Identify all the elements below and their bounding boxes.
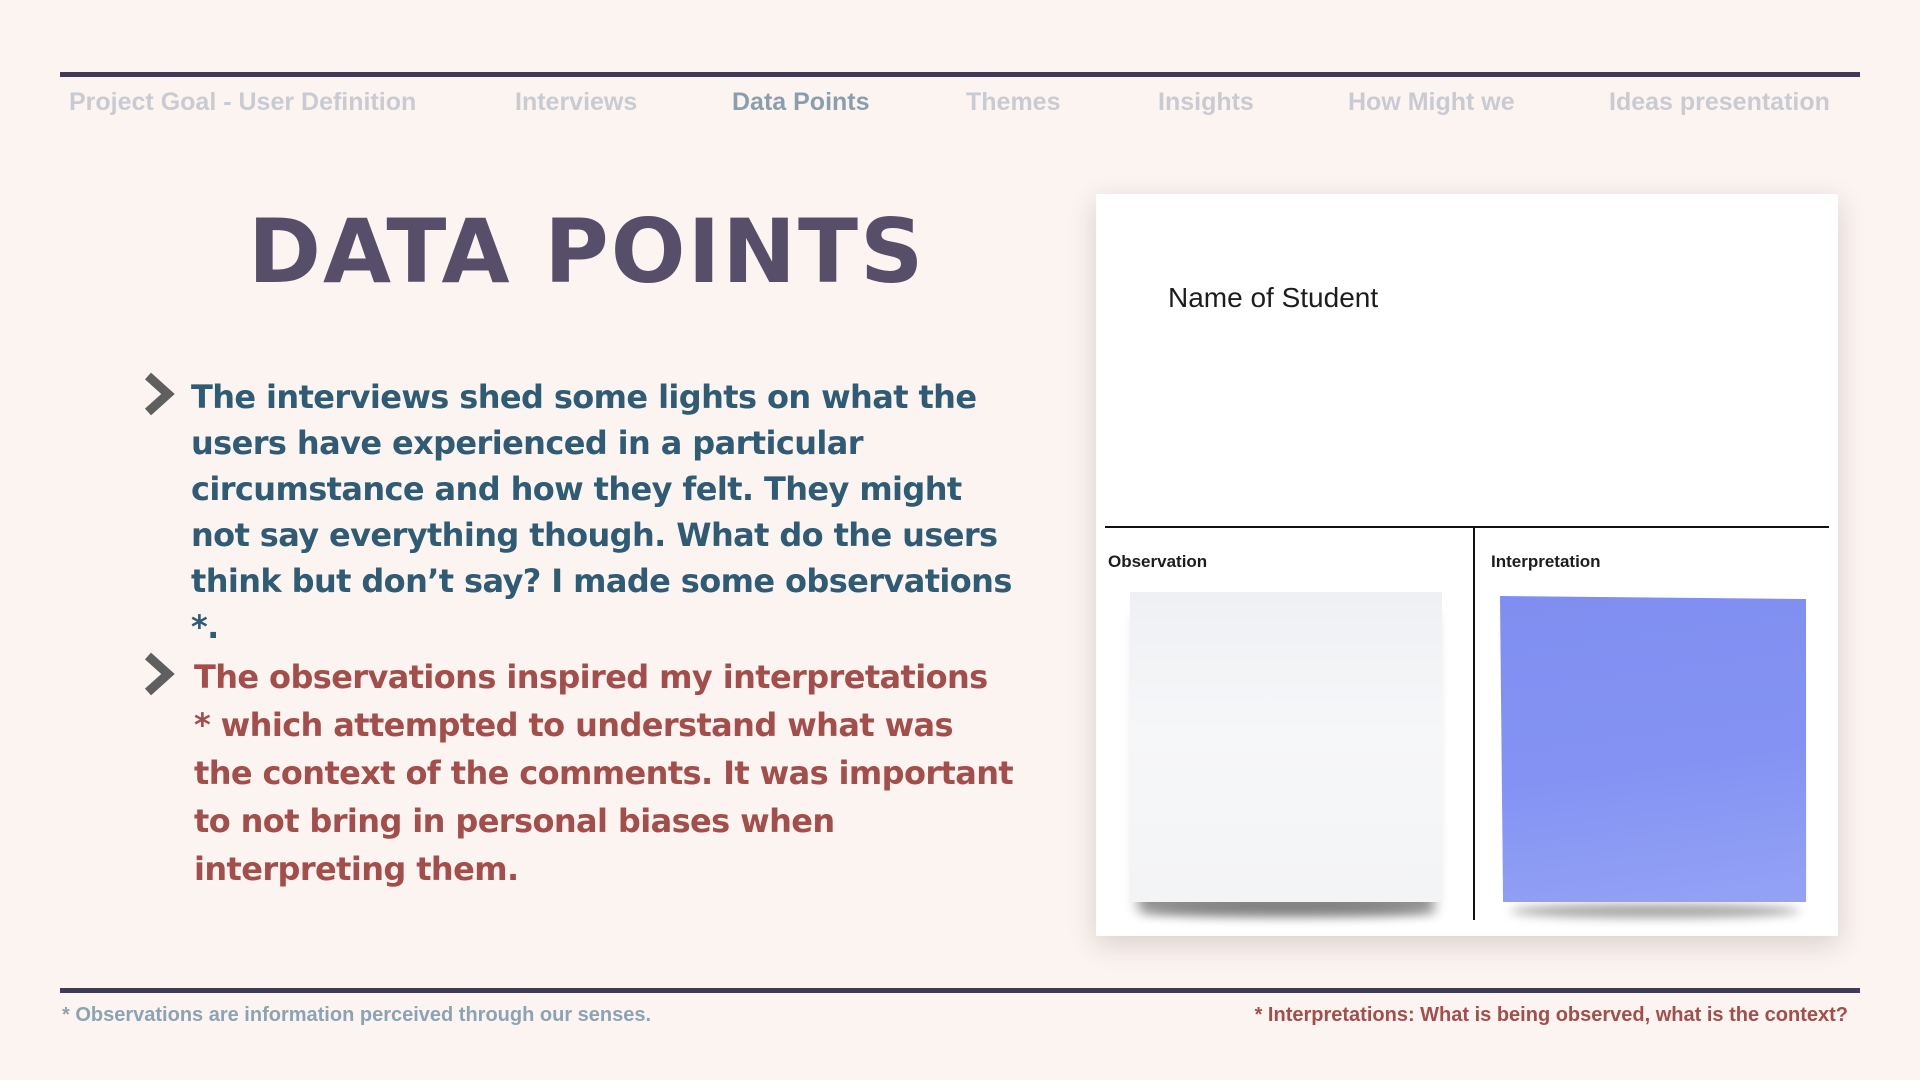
bullet-text-observations: The interviews shed some lights on what the users have experienced in a particular circumstance and how they felt. They might not say everything though. What do the users think but don’t say? I made some observations *. xyxy=(191,378,1012,646)
bottom-divider xyxy=(60,988,1860,993)
nav-item-project-goal[interactable]: Project Goal - User Definition xyxy=(69,88,417,116)
nav-item-insights[interactable]: Insights xyxy=(1158,88,1254,116)
top-divider xyxy=(60,72,1860,77)
card-divider-horizontal xyxy=(1105,526,1829,528)
card-divider-vertical xyxy=(1473,528,1475,920)
page-title: DATA POINTS xyxy=(248,200,926,303)
interpretation-sticky-note[interactable] xyxy=(1500,596,1806,902)
section-nav xyxy=(60,88,1860,124)
nav-item-ideas-presentation[interactable]: Ideas presentation xyxy=(1609,88,1830,116)
sticky-shadow xyxy=(1510,904,1800,918)
bullet-text-interpretations: The observations inspired my interpretations * which attempted to understand what was the context of the comments. It was important to not bring in personal biases when interpreting them. xyxy=(194,658,1014,888)
observation-label: Observation xyxy=(1108,552,1208,571)
student-name-label: Name of Student xyxy=(1168,282,1379,313)
nav-item-how-might-we[interactable]: How Might we xyxy=(1348,88,1515,116)
nav-item-themes[interactable]: Themes xyxy=(966,88,1061,116)
nav-item-interviews[interactable]: Interviews xyxy=(515,88,638,116)
interpretation-label: Interpretation xyxy=(1491,552,1601,571)
chevron-right-icon xyxy=(142,370,176,418)
sticky-shadow xyxy=(1140,904,1436,918)
footnote-observations: * Observations are information perceived through our senses. xyxy=(62,1004,652,1026)
student-card xyxy=(1096,194,1838,936)
footnote-interpretations: * Interpretations: What is being observed, what is the context? xyxy=(1254,1004,1848,1026)
chevron-right-icon xyxy=(142,650,176,698)
observation-sticky-note[interactable] xyxy=(1130,592,1442,902)
nav-item-data-points[interactable]: Data Points xyxy=(732,88,870,116)
